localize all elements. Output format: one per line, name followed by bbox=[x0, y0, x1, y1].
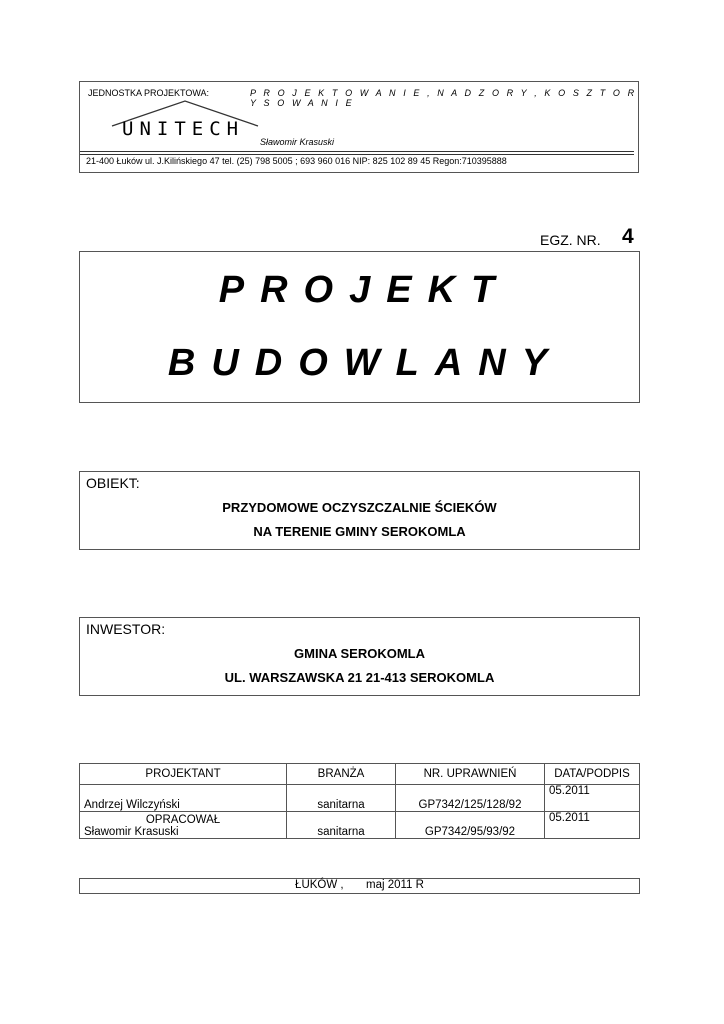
column-header-license: NR. UPRAWNIEŃ bbox=[396, 764, 545, 785]
services-tagline: P R O J E K T O W A N I E , N A D Z O R Y , K O S Z T O R Y S O W A N I E bbox=[250, 88, 637, 108]
place: ŁUKÓW , bbox=[295, 879, 344, 891]
investor-address: UL. WARSZAWSKA 21 21-413 SEROKOMLA bbox=[224, 670, 495, 685]
designers-table bbox=[79, 763, 640, 839]
document-title-box bbox=[79, 251, 640, 403]
table-row bbox=[80, 812, 640, 839]
object-section bbox=[79, 471, 640, 550]
design-office-header bbox=[79, 81, 639, 173]
column-header-designer: PROJEKTANT bbox=[80, 764, 287, 785]
office-address: 21-400 Łuków ul. J.Kilińskiego 47 tel. (25) 798 5005 ; 693 960 016 NIP: 825 102 89 45 Regon:710395888 bbox=[86, 156, 507, 166]
license-cell: GP7342/95/93/92 bbox=[396, 812, 545, 839]
column-header-date-signature: DATA/PODPIS bbox=[545, 764, 640, 785]
investor-name: GMINA SEROKOMLA bbox=[294, 646, 425, 661]
table-header-row bbox=[80, 764, 640, 785]
header-divider bbox=[80, 154, 634, 155]
header-divider bbox=[80, 151, 634, 152]
title-line-1: PROJEKT bbox=[218, 269, 511, 311]
date-cell: 05.2011 bbox=[545, 785, 640, 812]
company-logo-text: UNITECH bbox=[122, 118, 245, 140]
branch-cell: sanitarna bbox=[287, 785, 396, 812]
role-label: OPRACOWAŁ bbox=[145, 814, 221, 826]
column-header-branch: BRANŻA bbox=[287, 764, 396, 785]
object-label: OBIEKT: bbox=[86, 475, 140, 491]
date-cell: 05.2011 bbox=[545, 812, 640, 839]
table-row bbox=[80, 785, 640, 812]
copy-number: 4 bbox=[622, 225, 634, 248]
designer-name: Sławomir Krasuski bbox=[84, 826, 179, 838]
branch-cell: sanitarna bbox=[287, 812, 396, 839]
investor-section bbox=[79, 617, 640, 696]
designer-cell bbox=[80, 785, 287, 812]
designer-cell bbox=[80, 812, 287, 839]
issue-date: maj 2011 R bbox=[365, 879, 424, 891]
design-unit-label: JEDNOSTKA PROJEKTOWA: bbox=[88, 88, 210, 98]
object-name-line-2: NA TERENIE GMINY SEROKOMLA bbox=[253, 524, 466, 539]
title-line-2: BUDOWLANY bbox=[167, 342, 564, 384]
designer-name: Andrzej Wilczyński bbox=[84, 799, 180, 811]
place-date-footer bbox=[79, 878, 640, 894]
license-cell: GP7342/125/128/92 bbox=[396, 785, 545, 812]
investor-label: INWESTOR: bbox=[86, 621, 166, 637]
office-owner-name: Sławomir Krasuski bbox=[260, 137, 335, 147]
object-name-line-1: PRZYDOMOWE OCZYSZCZALNIE ŚCIEKÓW bbox=[222, 500, 497, 515]
copy-number-label: EGZ. NR. bbox=[540, 232, 601, 248]
